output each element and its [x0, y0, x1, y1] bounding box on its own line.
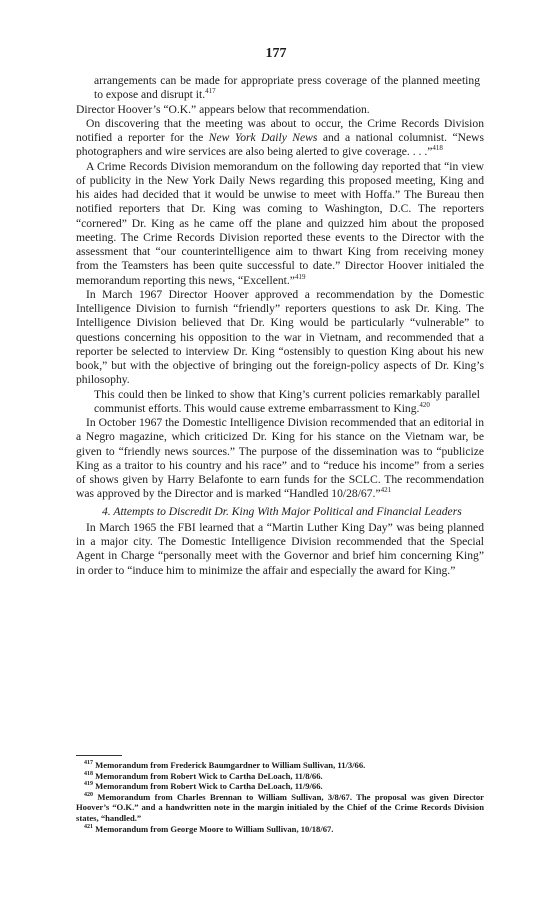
- footnote-number: 418: [84, 770, 93, 777]
- paragraph: [76, 160, 484, 288]
- paragraph-text: In October 1967 the Domestic Intelligence Division recommended that an editorial in a Negro magazine, which criticized Dr. King for his stance on the Vietnam war, be given to “friendly news sources.” The purpose of the dissemination was to “publicize King as a traitor to his country and his race” and to “reduce his income” from a series of shows given by Harry Belafonte to earn funds for the SCLC. The recommendation was approved by the Director and is marked “Handled 10/28/67.”: [76, 416, 484, 501]
- newspaper-title: New York Daily News: [208, 131, 318, 144]
- footnote-ref: 421: [380, 486, 392, 495]
- paragraph: [76, 117, 484, 160]
- footnote: [76, 792, 484, 824]
- body-text: [76, 74, 484, 578]
- paragraph-text: In March 1967 Director Hoover approved a recommendation by the Domestic Intelligence Division to furnish “friendly” reporters questions to ask Dr. King. The Intelligence Division believed that Dr. King would be particularly “vulnerable” to questions concerning his opposition to the war in Vietnam, and recommended that a reporter be selected to interview Dr. King “ostensibly to question King about his new book,” but with the objective of bringing out the foreign-policy aspects of Dr. King’s philosophy.: [76, 287, 484, 387]
- block-quote-paragraph: [94, 74, 484, 103]
- footnote-text: Memorandum from Frederick Baumgardner to William Sullivan, 11/3/66.: [95, 760, 366, 770]
- paragraph-text: In March 1965 the FBI learned that a “Martin Luther King Day” was being planned in a major city. The Domestic Intelligence Division recommended that the Special Agent in Charge “personally meet with the Governor and brief him concerning King” in order to “induce him to minimize the affair and especially the award for King.”: [76, 520, 484, 577]
- footnote-text: Memorandum from Charles Brennan to William Sullivan, 3/8/67. The proposal was given Director Hoover’s “O.K.” and a handwritten note in the margin initialed by the Chief of the Crime Records Division states, “handled.”: [76, 791, 484, 823]
- paragraph-text: This could then be linked to show that King’s current policies remarkably parallel communist efforts. This would cause extreme embarrassment to King.: [94, 387, 480, 415]
- footnote-text: Memorandum from Robert Wick to Cartha DeLoach, 11/9/66.: [95, 781, 323, 792]
- footnote-number: 421: [84, 823, 93, 830]
- footnote-text: Memorandum from George Moore to William Sullivan, 10/18/67.: [95, 823, 334, 834]
- paragraph: [76, 416, 484, 502]
- paragraph-text: arrangements can be made for appropriate press coverage of the planned meeting to expose and disrupt it.: [94, 74, 480, 102]
- footnote: [76, 824, 484, 835]
- block-quote-paragraph: [94, 388, 484, 417]
- footnote: [76, 771, 484, 782]
- footnote-divider: [76, 755, 122, 756]
- paragraph: [76, 521, 484, 578]
- footnote-text: Memorandum from Robert Wick to Cartha DeLoach, 11/8/66.: [95, 770, 323, 781]
- page-number: 177: [265, 46, 287, 61]
- section-heading: 4. Attempts to Discredit Dr. King With Major Political and Financial Leaders: [102, 504, 462, 518]
- paragraph-text: Director Hoover’s “O.K.” appears below that recommendation.: [76, 102, 370, 116]
- footnote: [76, 781, 484, 792]
- paragraph-text: and a national columnist. “News photographers and wire services are also being alerted to give coverage. . . .”: [76, 131, 484, 159]
- paragraph-text: A Crime Records Division memorandum on the following day reported that “in view of publicity in the New York Daily News regarding this proposed meeting, King and his aides had decided that it would be unwise to meet with Hoffa.” The Bureau then notified reporters that Dr. King was coming to Washington, D.C. The reporters “cornered” Dr. King as he came off the plane and quizzed him about the proposed meeting. The Crime Records Division reported these events to the Director with the assessment that “our counterintelligence aim to thwart King from receiving money from the Teamsters has been quite successful to date.” Director Hoover initialed the memorandum reporting this news, “Excellent.”: [76, 159, 484, 287]
- footnote-number: 419: [84, 781, 93, 788]
- paragraph-text: On discovering that the meeting was about to occur, the Crime Records Division notified a reporter for the: [76, 116, 484, 144]
- footnote-ref: 418: [432, 144, 443, 153]
- footnote: [76, 760, 484, 771]
- footnote-number: 420: [84, 791, 93, 798]
- footnotes: [76, 760, 484, 834]
- footnote-ref: 419: [294, 272, 306, 281]
- footnote-ref: 420: [419, 400, 430, 409]
- footnote-number: 417: [84, 760, 93, 767]
- paragraph: [76, 288, 484, 388]
- paragraph: [76, 103, 484, 117]
- footnote-ref: 417: [205, 87, 216, 96]
